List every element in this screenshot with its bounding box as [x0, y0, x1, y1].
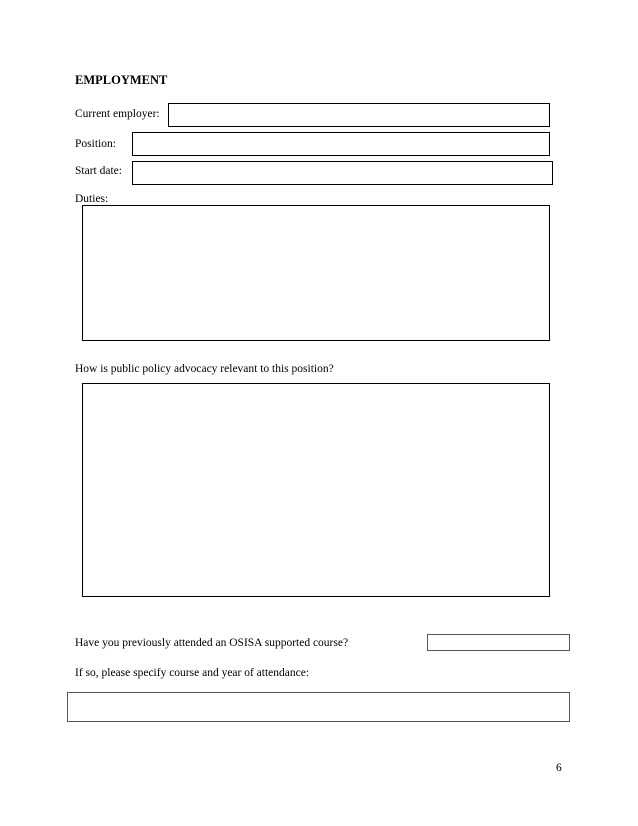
- policy-advocacy-textarea[interactable]: [82, 383, 550, 597]
- page-number: 6: [556, 762, 562, 774]
- start-date-field[interactable]: [132, 161, 553, 185]
- current-employer-label: Current employer:: [75, 108, 160, 120]
- previous-course-field[interactable]: [427, 634, 570, 651]
- course-details-field[interactable]: [67, 692, 570, 722]
- duties-label: Duties:: [75, 193, 109, 205]
- position-label: Position:: [75, 138, 116, 150]
- duties-textarea[interactable]: [82, 205, 550, 341]
- start-date-label: Start date:: [75, 165, 122, 177]
- section-heading: EMPLOYMENT: [75, 73, 168, 87]
- previous-course-label: Have you previously attended an OSISA supported course?: [75, 637, 349, 649]
- course-details-label: If so, please specify course and year of attendance:: [75, 667, 310, 679]
- position-field[interactable]: [132, 132, 550, 156]
- policy-advocacy-label: How is public policy advocacy relevant to this position?: [75, 363, 334, 375]
- current-employer-field[interactable]: [168, 103, 550, 127]
